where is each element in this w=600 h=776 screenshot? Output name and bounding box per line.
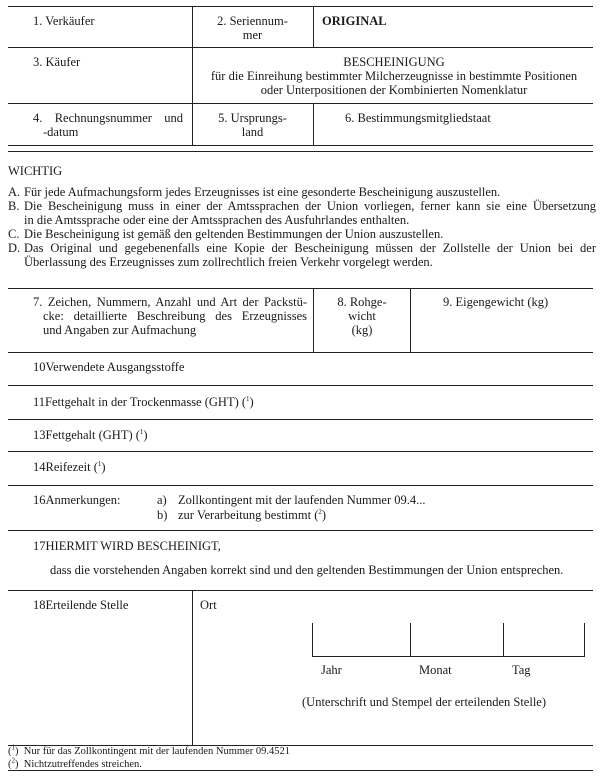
net-weight-label: 9. Eigengewicht (kg) — [443, 295, 549, 309]
original-label: ORIGINAL — [322, 14, 387, 28]
ripening-time-field[interactable] — [33, 460, 106, 474]
important-item-text — [24, 199, 596, 227]
close-paren: ) — [143, 428, 148, 442]
important-item-line: Die Bescheinigung muss in einer der Amtssprachen der Union vorliegen, ferner kann sie eine Übersetzung — [24, 199, 596, 213]
buyer-label: 3. Käufer — [33, 55, 81, 69]
remark-b-text-wrap — [178, 508, 326, 522]
footnote-marker: 1 — [11, 743, 15, 752]
table-rule — [8, 103, 593, 104]
row-rule — [8, 419, 593, 420]
row-rule — [8, 485, 593, 486]
date-box-edge — [584, 623, 585, 656]
remark-a-letter: a) — [157, 493, 167, 507]
table-border-top — [8, 288, 593, 289]
column-divider — [313, 288, 314, 352]
important-item-letter: A. — [8, 185, 21, 199]
important-item-letter: B. — [8, 199, 20, 213]
destination-state-field[interactable] — [345, 111, 491, 125]
origin-label-line2: land — [241, 125, 264, 139]
remarks-label: 16Anmerkungen: — [33, 493, 121, 507]
ripening-label: 14Reifezeit ( — [33, 460, 98, 474]
footnote-text: Nur für das Zollkontingent mit der laufenden Nummer 09.4521 — [23, 746, 290, 757]
remark-b-text: zur Verarbeitung bestimmt ( — [178, 508, 319, 522]
page-bottom-rule — [8, 770, 593, 771]
important-item-letter: C. — [8, 227, 20, 241]
column-divider — [192, 47, 193, 145]
buyer-field[interactable] — [33, 55, 80, 69]
section-divider — [8, 151, 593, 152]
month-label: Monat — [419, 663, 452, 677]
origin-country-field[interactable] — [200, 111, 305, 139]
fat-dry-label: 11Fettgehalt in der Trockenmasse (GHT) ( — [33, 395, 247, 409]
packages-description-field[interactable] — [33, 295, 307, 337]
row-rule — [8, 530, 593, 531]
footnote-ref: 1 — [139, 427, 144, 436]
important-item-text — [24, 227, 596, 241]
invoice-field[interactable] — [33, 111, 183, 139]
important-item-line: Die Bescheinigung ist gemäß den geltenden Bestimmungen der Union auszustellen. — [24, 227, 444, 241]
footnote-item: ($^2$) Nichtzutreffendes streichen. — [8, 756, 142, 770]
date-box-baseline — [312, 656, 585, 657]
column-divider — [313, 103, 314, 145]
important-item — [8, 185, 596, 199]
month-input[interactable] — [411, 609, 502, 655]
invoice-label-line2: -datum — [43, 125, 79, 139]
year-label: Jahr — [321, 663, 342, 677]
certificate-title-block — [194, 55, 594, 97]
place-label: Ort — [200, 598, 217, 612]
materials-field[interactable] — [33, 360, 184, 374]
important-list — [8, 185, 596, 269]
row-rule — [8, 451, 593, 452]
important-heading: WICHTIG — [8, 164, 63, 178]
column-divider — [192, 6, 193, 47]
close-paren: ) — [249, 395, 254, 409]
footnote-ref: 2 — [318, 507, 322, 516]
important-item-letter: D. — [8, 241, 21, 255]
footnote-ref: 1 — [97, 459, 102, 468]
signature-caption: (Unterschrift und Stempel der erteilenden Stelle) — [302, 695, 547, 709]
fat-label: 13Fettgehalt (GHT) ( — [33, 428, 140, 442]
certificate-subtitle-line2: oder Unterpositionen der Kombinierten Nomenklatur — [260, 83, 528, 97]
column-divider — [410, 288, 411, 352]
footnote-ref: 1 — [246, 394, 250, 403]
origin-label-line1: 5. Ursprungs- — [218, 111, 287, 125]
remark-b-letter: b) — [157, 508, 168, 522]
fat-dry-matter-field[interactable] — [33, 395, 254, 409]
serial-label-line1: 2. Seriennum- — [217, 14, 288, 28]
important-item — [8, 199, 596, 227]
fat-content-field[interactable] — [33, 428, 148, 442]
invoice-label-line1: 4. Rechnungsnummer und — [33, 111, 183, 125]
footnotes — [8, 743, 290, 771]
important-item-text — [24, 185, 596, 199]
close-paren: ) — [321, 508, 327, 522]
certificate-subtitle-line1: für die Einreihung bestimmter Milcherzeugnisse in bestimmte Positionen — [210, 69, 578, 83]
gross-label-line1: 8. Rohge- — [337, 295, 387, 309]
certify-heading: 17HIERMIT WIRD BESCHEINIGT, — [33, 539, 221, 553]
gross-label-line3: (kg) — [351, 323, 373, 337]
important-item-line: Für jede Aufmachungsform jedes Erzeugnisses ist eine gesonderte Bescheinigung auszustellen. — [24, 185, 501, 199]
important-item — [8, 227, 596, 241]
table-rule — [8, 352, 593, 353]
gross-weight-field[interactable] — [318, 295, 406, 337]
important-item — [8, 241, 596, 269]
footnote-text: Nichtzutreffendes streichen. — [23, 758, 142, 770]
year-input[interactable] — [313, 609, 409, 655]
row-rule — [8, 590, 593, 591]
important-item-text — [24, 241, 596, 269]
table-rule — [8, 47, 593, 48]
certify-text: dass die vorstehenden Angaben korrekt sind und den geltenden Bestimmungen der Union entsprechen. — [50, 563, 564, 577]
table-rule — [8, 145, 593, 146]
important-item-line: Überlassung des Erzeugnisses zum zollrechtlich freien Verkehr vorgelegt werden. — [24, 255, 433, 269]
day-label: Tag — [512, 663, 531, 677]
close-paren: ) — [101, 460, 106, 474]
place-field[interactable] — [200, 598, 217, 612]
important-item-line: in die Amtssprache oder eine der Amtssprachen des Ausfuhrlandes enthalten. — [24, 213, 410, 227]
column-divider — [313, 6, 314, 47]
issuing-authority-field[interactable] — [33, 598, 128, 612]
marks-label-line2: cke: detaillierte Beschreibung des Erzeugnisses — [43, 309, 307, 323]
column-divider — [192, 590, 193, 745]
marks-label-line3: und Angaben zur Aufmachung — [43, 323, 197, 337]
remark-a-text: Zollkontingent mit der laufenden Nummer 09.4... — [178, 493, 426, 507]
seller-label: 1. Verkäufer — [33, 14, 95, 28]
footnote-item: ($^1$) Nur für das Zollkontingent mit der laufenden Nummer 09.4521 — [8, 743, 290, 757]
row-rule — [8, 385, 593, 386]
important-item-line: Das Original und gegebenenfalls eine Kopie der Bescheinigung müssen der Zollstelle der Union bei der — [24, 241, 596, 255]
seller-field[interactable] — [33, 14, 95, 28]
gross-label-line2: wicht — [348, 309, 376, 323]
issuing-authority-label: 18Erteilende Stelle — [33, 598, 129, 612]
serial-number-field[interactable] — [200, 14, 305, 42]
serial-label-line2: mer — [242, 28, 263, 42]
table-border-top — [8, 6, 593, 7]
materials-label: 10Verwendete Ausgangsstoffe — [33, 360, 185, 374]
certificate-title: BESCHEINIGUNG — [343, 55, 445, 69]
destination-label: 6. Bestimmungsmitgliedstaat — [345, 111, 491, 125]
day-input[interactable] — [504, 609, 583, 655]
footnote-marker: 2 — [11, 756, 15, 764]
marks-label-line1: 7. Zeichen, Nummern, Anzahl und Art der Packstü- — [33, 295, 307, 309]
net-weight-field[interactable] — [443, 295, 548, 309]
